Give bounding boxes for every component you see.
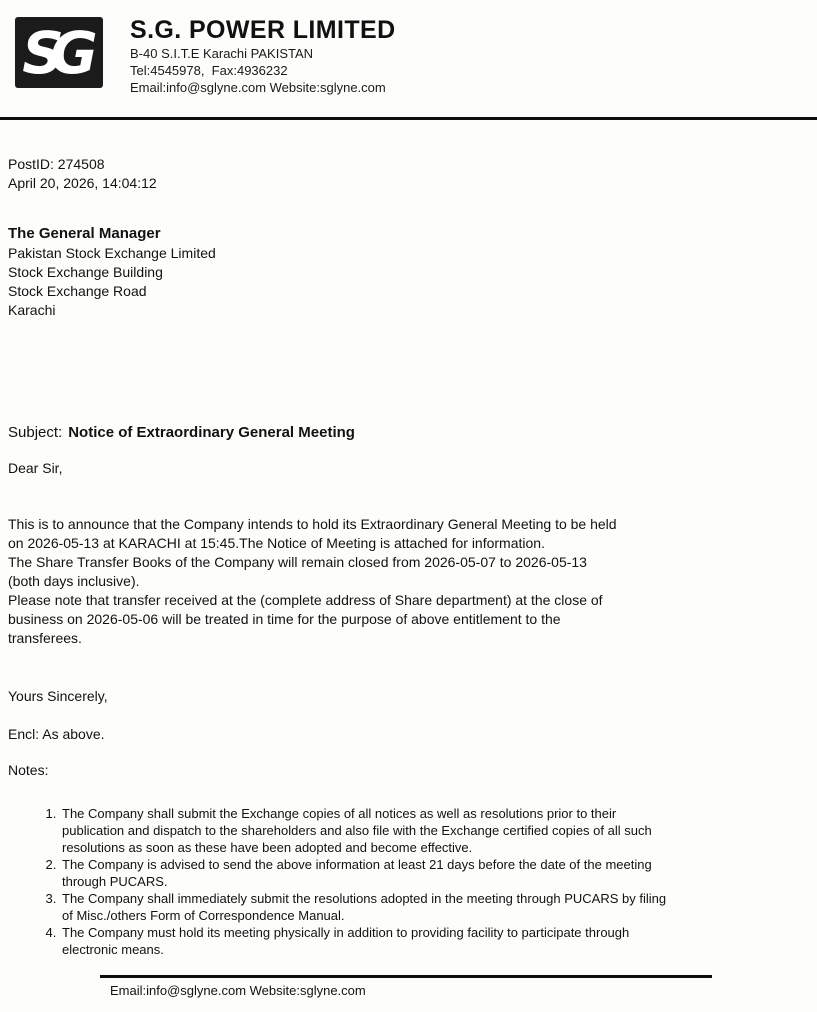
post-datetime: April 20, 2026, 14:04:12 (8, 175, 157, 191)
company-logo (15, 17, 103, 88)
company-address: B-40 S.I.T.E Karachi PAKISTAN (130, 46, 314, 61)
notes-heading: Notes: (8, 762, 49, 778)
subject-value: Notice of Extraordinary General Meeting (68, 424, 355, 441)
footer-contact: Email:info@sglyne.com Website:sglyne.com (110, 983, 366, 998)
recipient-address (8, 224, 809, 320)
letterhead (0, 0, 817, 96)
post-id: PostID: 274508 (8, 156, 105, 172)
company-phone-fax: Tel:4545978, Fax:4936232 (130, 63, 288, 78)
salutation: Dear Sir, (8, 460, 63, 476)
closing: Yours Sincerely, (8, 688, 108, 704)
company-email-website: Email:info@sglyne.com Website:sglyne.com (130, 80, 386, 95)
note-item-2: 2. The Company is advised to send the above information at least 21 days before the date of the meeting through PUCARS. (60, 856, 809, 890)
company-name: S.G. POWER LIMITED (130, 16, 396, 44)
subject-label: Subject: (8, 424, 63, 441)
recipient-title: The General Manager (8, 225, 161, 242)
enclosure-note: Encl: As above. (8, 726, 105, 742)
post-meta (8, 155, 809, 193)
note-item-3: 3. The Company shall immediately submit the resolutions adopted in the meeting through PUCARS by filing of Misc./others Form of Correspondence Manual. (60, 890, 809, 924)
note-item-4: 4. The Company must hold its meeting physically in addition to providing facility to participate through electronic means. (60, 924, 809, 958)
subject-line (8, 423, 809, 442)
letterhead-info (130, 12, 396, 96)
letter-body (0, 155, 817, 958)
page-footer (100, 975, 712, 1009)
recipient-address-lines: Pakistan Stock Exchange Limited Stock Exchange Building Stock Exchange Road Karachi (8, 245, 216, 318)
announcement-text: This is to announce that the Company intends to hold its Extraordinary General Meeting to be held on 2026-05-13 at KARACHI at 15:45.The Notice of Meeting is attached for information. The Share Transfer Books of the Company will remain closed from 2026-05-07 to 2026-05-13 (both days inclusive). Please note that transfer received at the (complete address of Share department) at the close of business on 2026-05-06 will be treated in time for the purpose of above entitlement to the transferees. (8, 516, 617, 646)
note-item-1: 1. The Company shall submit the Exchange copies of all notices as well as resolutions prior to their publication and dispatch to the shareholders and also file with the Exchange certified copies of all such resolutions as soon as these have been adopted and become effective. (60, 805, 809, 856)
company-logo-monogram: SG (22, 18, 84, 87)
header-divider (0, 117, 817, 120)
notes-list (8, 805, 809, 958)
